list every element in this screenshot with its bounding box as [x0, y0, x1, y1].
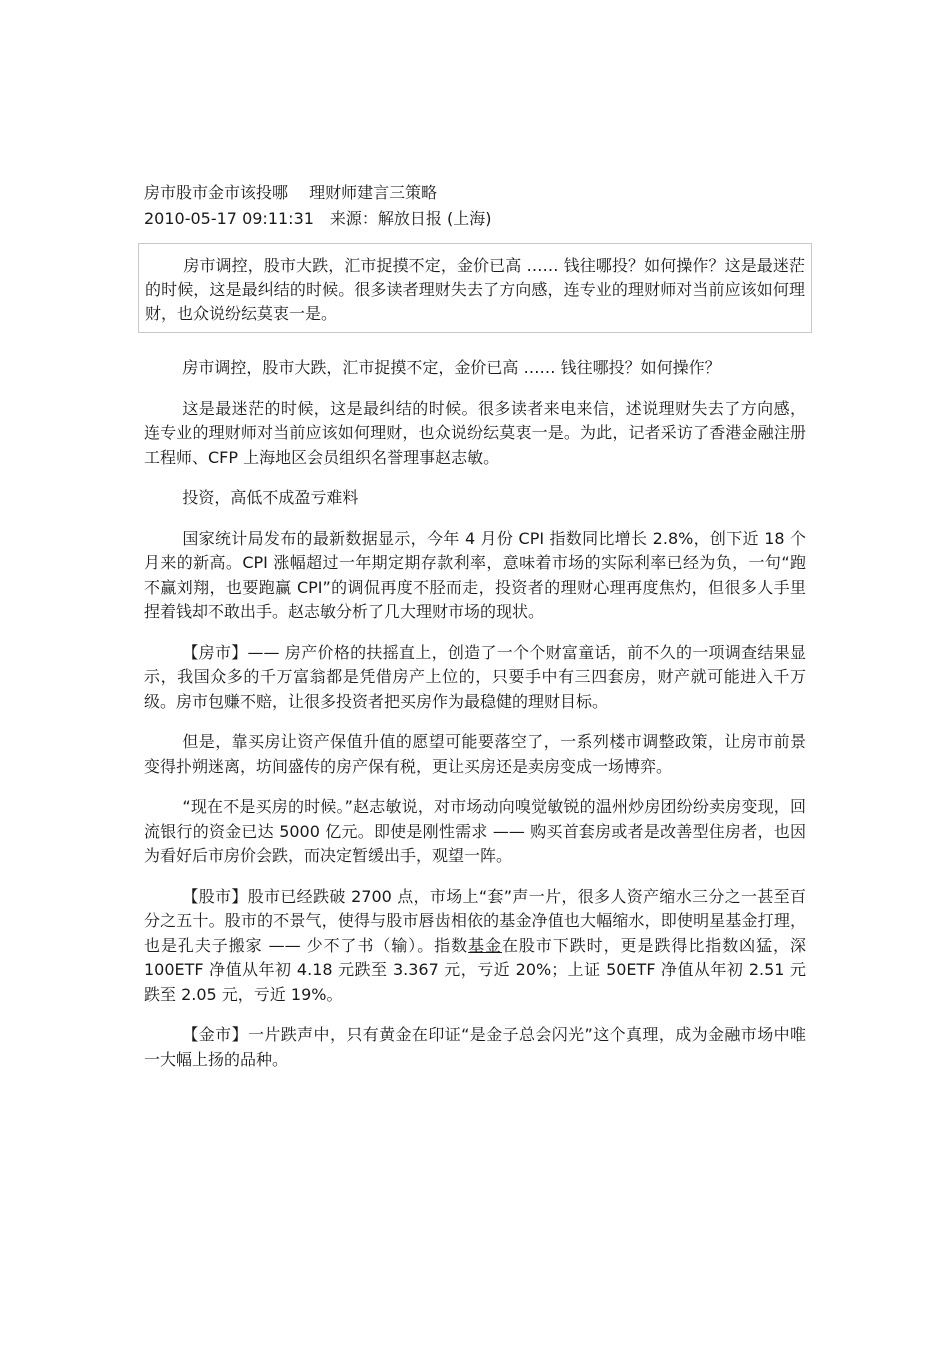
stock-text-after: 在股市下跌时，更是跌得比指数凶猛，深 100ETF 净值从年初 4.18 元跌至 3.367 元，亏近 20%；上证 50ETF 净值从年初 2.51 元跌至 2.05 元，亏近 19%。 — [144, 935, 806, 1004]
article-meta: 2010-05-17 09:11:31 来源：解放日报 (上海) — [144, 209, 492, 228]
stock-text-before: 【股市】股市已经跌破 2700 点，市场上“套”声一片，很多人资产缩水三分之一甚至百分之五十。股市的不景气，使得与股市唇齿相依的基金净值也大幅缩水，即使明星基金打理，也是孔夫子搬家 —— 少不了书（输）。指数 — [144, 886, 806, 955]
article-body — [144, 356, 806, 1088]
paragraph: “现在不是买房的时候。”赵志敏说，对市场动向嗅觉敏锐的温州炒房团纷纷卖房变现，回流银行的资金已达 5000 亿元。即使是刚性需求 —— 购买首套房或者是改善型住房者，也因为看好后市房价会跌，而决定暂缓出手，观望一阵。 — [144, 797, 806, 865]
paragraph-housing: 【房市】—— 房产价格的扶摇直上，创造了一个个财富童话，前不久的一项调查结果显示，我国众多的千万富翁都是凭借房产上位的，只要手中有三四套房，财产就可能进入千万级。房市包赚不赔，让很多投资者把买房作为最稳健的理财目标。 — [144, 642, 806, 711]
article-title: 房市股市金市该投哪 理财师建言三策略 — [144, 183, 438, 202]
paragraph: 但是，靠买房让资产保值升值的愿望可能要落空了，一系列楼市调整政策，让房市前景变得扑朔迷离，坊间盛传的房产保有税，更让买房还是卖房变成一场博弈。 — [144, 732, 806, 776]
section-heading: 投资，高低不成盈亏难料 — [182, 488, 359, 507]
paragraph-stock — [144, 885, 806, 1008]
summary-text: 房市调控，股市大跌，汇市捉摸不定，金价已高 …… 钱往哪投？如何操作？这是最迷茫的时候，这是最纠结的时候。很多读者理财失去了方向感，连专业的理财师对当前应该如何理财，也众说纷纭莫衷一是。 — [145, 256, 805, 323]
paragraph: 房市调控，股市大跌，汇市捉摸不定，金价已高 …… 钱往哪投？如何操作？ — [182, 358, 721, 377]
summary-box — [138, 243, 812, 333]
fund-keyword-link[interactable]: 基金 — [468, 935, 502, 955]
paragraph: 国家统计局发布的最新数据显示，今年 4 月份 CPI 指数同比增长 2.8%，创下近 18 个月来的新高。CPI 涨幅超过一年期定期存款利率，意味着市场的实际利率已经为负，一句“跑不赢刘翔，也要跑赢 CPI”的调侃再度不胫而走，投资者的理财心理再度焦灼，但很多人手里捏着钱却不敢出手。赵志敏分析了几大理财市场的现状。 — [144, 528, 806, 621]
paragraph: 这是最迷茫的时候，这是最纠结的时候。很多读者来电来信，述说理财失去了方向感，连专业的理财师对当前应该如何理财，也众说纷纭莫衷一是。为此，记者采访了香港金融注册工程师、CFP 上海地区会员组织名誉理事赵志敏。 — [144, 398, 806, 467]
paragraph-gold: 【金市】一片跌声中，只有黄金在印证“是金子总会闪光”这个真理，成为金融市场中唯一大幅上扬的品种。 — [144, 1025, 806, 1069]
